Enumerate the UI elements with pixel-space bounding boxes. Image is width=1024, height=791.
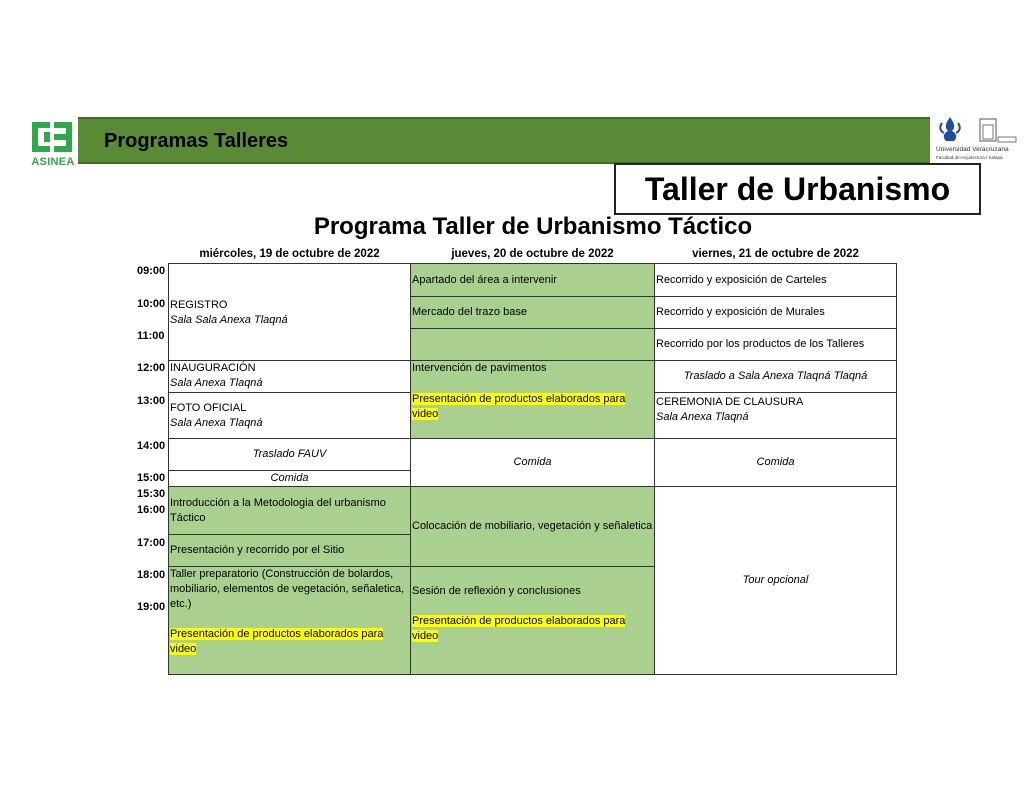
schedule-cell-introduccion: Introducción a la Metodologia del urbanismo Táctico: [168, 486, 411, 535]
event-title: REGISTRO: [170, 299, 228, 311]
schedule-cell-registro: [168, 263, 411, 361]
schedule-cell-traslado: Traslado a Sala Anexa Tlaqná Tlaqná: [654, 360, 897, 393]
university-name: Universidad Veracruzana: [936, 146, 1009, 153]
workshop-title-box: Taller de Urbanismo: [614, 163, 981, 215]
time-label: 15:00: [137, 472, 166, 484]
schedule-cell-productos-talleres: Recorrido por los productos de los Talleres: [654, 328, 897, 361]
schedule-cell-carteles: Recorrido y exposición de Carteles: [654, 263, 897, 297]
time-label: 11:00: [137, 330, 165, 342]
schedule-cell-apartado: Apartado del área a intervenir: [410, 263, 655, 297]
schedule-cell-taller-preparatorio: [168, 566, 411, 675]
schedule-cell-murales: Recorrido y exposición de Murales: [654, 296, 897, 329]
event-title: INAUGURACIÓN: [170, 362, 256, 374]
schedule-cell-inauguracion: [168, 360, 411, 393]
event-place: Sala Anexa Tlaqná: [170, 416, 263, 429]
highlighted-note: Presentación de productos elaborados para video: [412, 393, 626, 420]
event-title: Taller preparatorio (Construcción de bolardos, mobiliario, elementos de vegetación, señaletica, etc.): [170, 568, 405, 610]
schedule-cell-comida: Comida: [654, 438, 897, 487]
time-label: 19:00: [137, 601, 166, 613]
schedule-cell-traslado-fauv: Traslado FAUV: [168, 438, 411, 471]
day-header-wednesday: miércoles, 19 de octubre de 2022: [199, 248, 380, 260]
event-title: CEREMONIA DE CLAUSURA: [656, 396, 804, 408]
schedule-cell-foto-oficial: [168, 392, 411, 439]
highlighted-note: Presentación de productos elaborados para video: [412, 615, 626, 642]
asinea-logo-text: ASINEA: [31, 156, 75, 168]
schedule-cell-empty: [410, 328, 655, 361]
time-label: 12:00: [137, 362, 166, 374]
schedule-cell-pavimentos: [410, 360, 655, 439]
event-title: Sesión de reflexión y conclusiones: [412, 585, 581, 597]
schedule-cell-mercado: Mercado del trazo base: [410, 296, 655, 329]
time-label: 18:00: [137, 569, 166, 581]
banner-title: Programas Talleres: [104, 130, 289, 152]
time-label: 15:30: [137, 488, 166, 500]
day-header-friday: viernes, 21 de octubre de 2022: [692, 248, 859, 260]
event-title: FOTO OFICIAL: [170, 401, 247, 414]
schedule-cell-comida: Comida: [168, 470, 411, 487]
university-faculty: Facultad de Arquitectura / Xalapa: [936, 155, 1003, 160]
schedule-cell-tour-opcional: Tour opcional: [654, 486, 897, 675]
event-title: Intervención de pavimentos: [412, 362, 547, 374]
day-header-thursday: jueves, 20 de octubre de 2022: [451, 248, 614, 260]
event-place: Sala Anexa Tlaqná: [656, 411, 749, 423]
program-title: Programa Taller de Urbanismo Táctico: [313, 213, 753, 240]
time-label: 14:00: [137, 440, 166, 452]
schedule-cell-reflexion: [410, 566, 655, 675]
time-label: 16:00: [137, 504, 166, 516]
event-place: Sala Anexa Tlaqná: [170, 377, 263, 389]
time-label: 17:00: [137, 537, 166, 549]
time-label: 09:00: [137, 265, 166, 277]
time-label: 10:00: [137, 298, 166, 310]
time-label: 13:00: [137, 395, 166, 407]
schedule-cell-mobiliario: Colocación de mobiliario, vegetación y señaletica: [410, 486, 655, 567]
event-place: Sala Sala Anexa Tlaqná: [170, 314, 288, 326]
schedule-cell-presentacion-sitio: Presentación y recorrido por el Sitio: [168, 534, 411, 567]
schedule-cell-clausura: [654, 392, 897, 439]
highlighted-note: Presentación de productos elaborados para video: [170, 628, 384, 655]
schedule-cell-comida: Comida: [410, 438, 655, 487]
